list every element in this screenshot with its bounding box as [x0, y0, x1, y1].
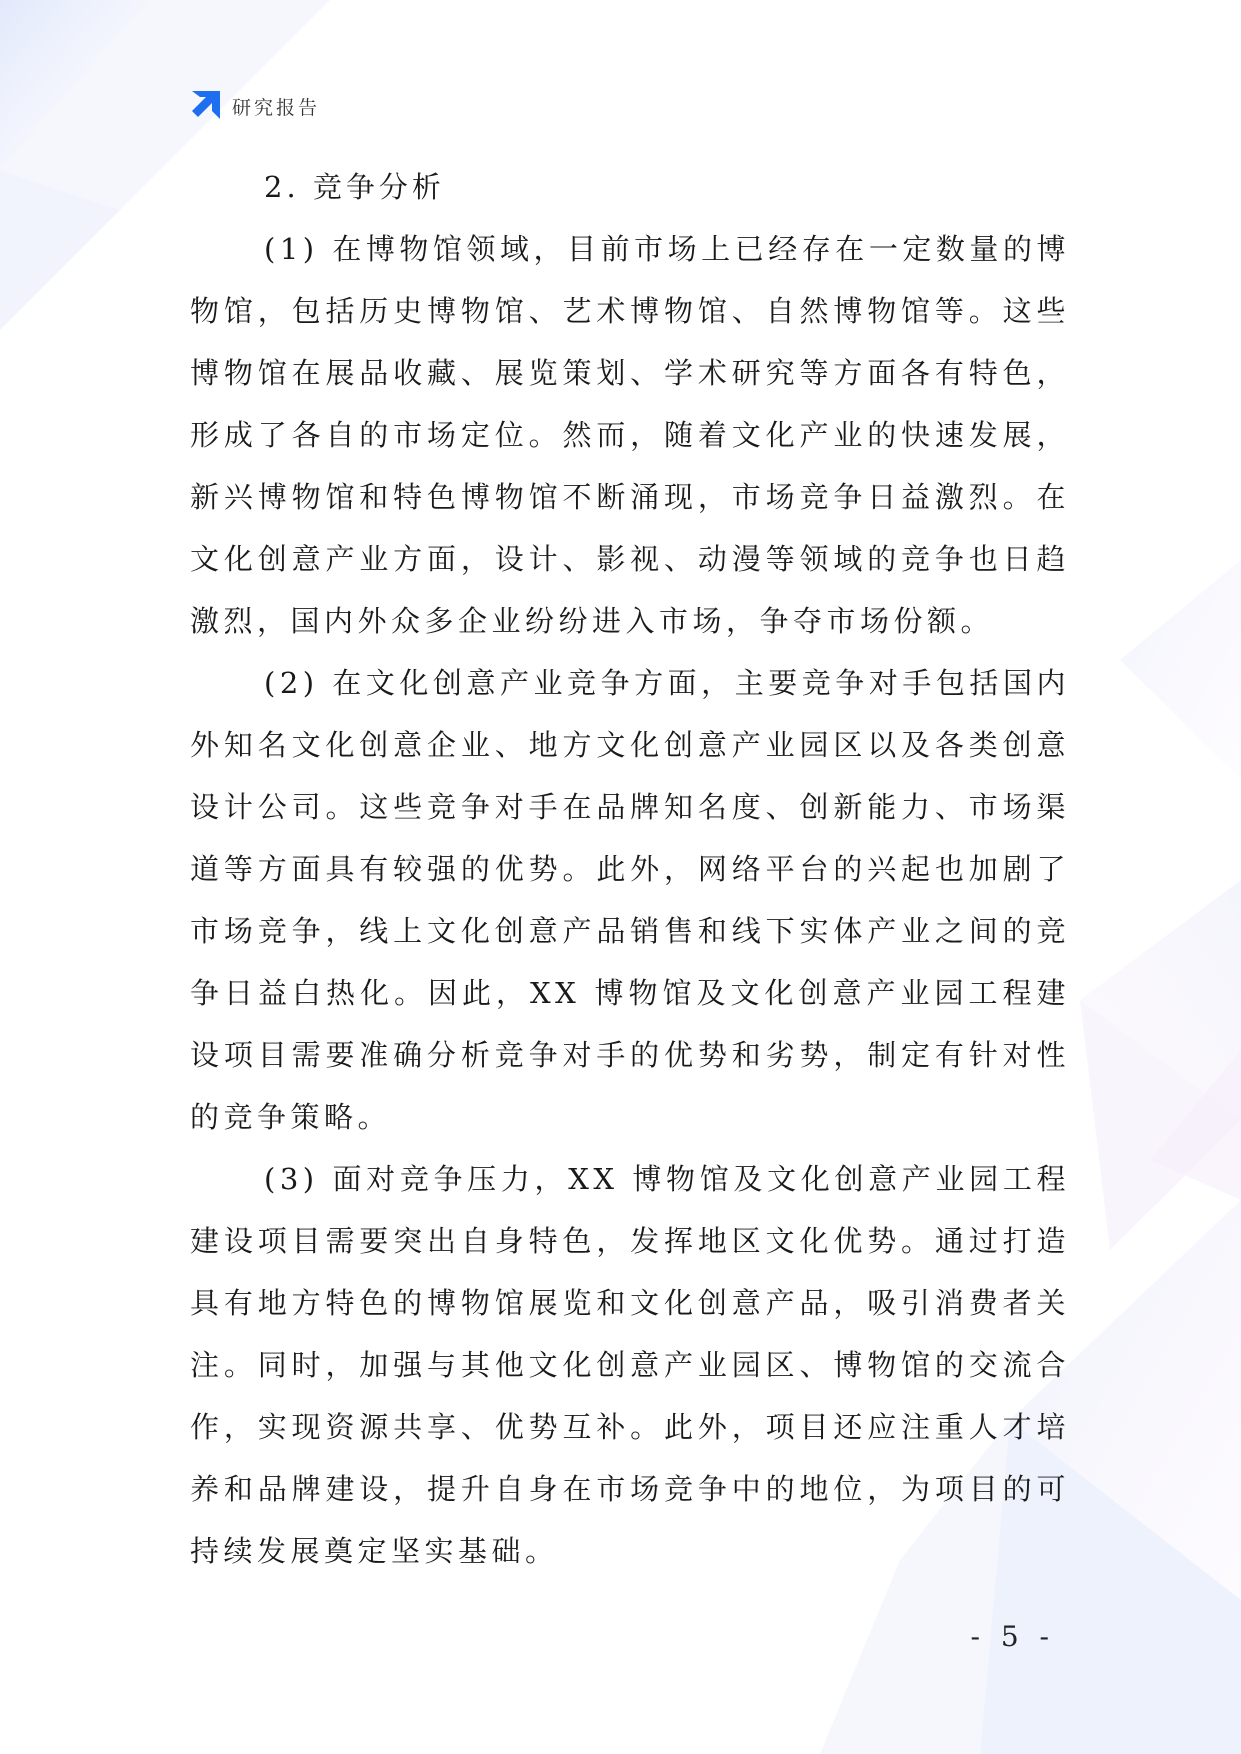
section-heading: 2. 竞争分析 [264, 170, 445, 204]
report-body [190, 156, 1070, 1582]
page-number: - 5 - [970, 1620, 1055, 1653]
header-title: 研究报告 [232, 96, 321, 119]
paragraph-1: (1) 在博物馆领域，目前市场上已经存在一定数量的博物馆，包括历史博物馆、艺术博物馆、自然博物馆等。这些博物馆在展品收藏、展览策划、学术研究等方面各有特色，形成了各自的市场定位。然而，随着文化产业的快速发展，新兴博物馆和特色博物馆不断涌现，市场竞争日益激烈。在文化创意产业方面，设计、影视、动漫等领域的竞争也日趋激烈，国内外众多企业纷纷进入市场，争夺市场份额。 [190, 232, 1070, 638]
arrow-up-right-icon [188, 89, 222, 123]
paragraph-2: (2) 在文化创意产业竞争方面，主要竞争对手包括国内外知名文化创意企业、地方文化创意产业园区以及各类创意设计公司。这些竞争对手在品牌知名度、创新能力、市场渠道等方面具有较强的优势。此外，网络平台的兴起也加剧了市场竞争，线上文化创意产品销售和线下实体产业之间的竞争日益白热化。因此，XX 博物馆及文化创意产业园工程建设项目需要准确分析竞争对手的优势和劣势，制定有针对性的竞争策略。 [190, 666, 1070, 1134]
report-header [188, 88, 320, 124]
paragraph-3: (3) 面对竞争压力，XX 博物馆及文化创意产业园工程建设项目需要突出自身特色，发挥地区文化优势。通过打造具有地方特色的博物馆展览和文化创意产品，吸引消费者关注。同时，加强与其他文化创意产业园区、博物馆的交流合作，实现资源共享、优势互补。此外，项目还应注重人才培养和品牌建设，提升自身在市场竞争中的地位，为项目的可持续发展奠定坚实基础。 [190, 1162, 1070, 1568]
